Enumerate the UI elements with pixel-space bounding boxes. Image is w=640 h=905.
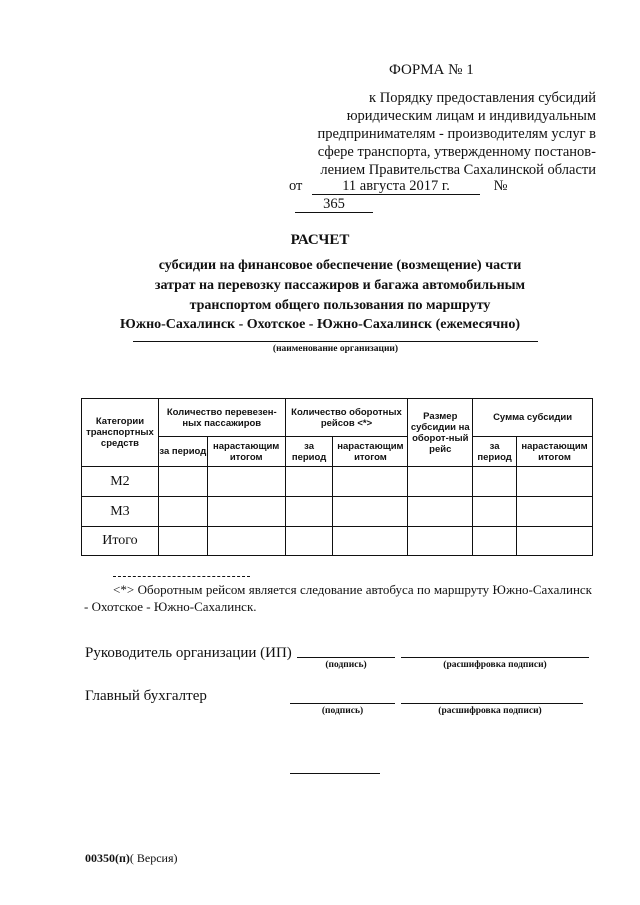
table-cell bbox=[207, 527, 285, 556]
table-cell bbox=[333, 497, 408, 527]
head-decode-caption: (расшифровка подписи) bbox=[443, 660, 547, 670]
organization-caption: (наименование организации) bbox=[272, 344, 399, 354]
row-total-label: Итого bbox=[82, 527, 159, 556]
subtitle-line-2: затрат на перевозку пассажиров и багажа автомобильным bbox=[154, 278, 526, 293]
table-row bbox=[82, 497, 593, 527]
version-label: ( Версия) bbox=[129, 851, 178, 865]
header-line-2: юридическим лицам и индивидуальным bbox=[346, 108, 596, 124]
date-prefix: от bbox=[289, 178, 303, 194]
form-number: ФОРМА № 1 bbox=[389, 62, 474, 78]
subheader-trips-cumulative: нарастающим итогом bbox=[333, 437, 408, 467]
subsidy-calculation-table bbox=[81, 398, 593, 556]
table-cell bbox=[207, 467, 285, 497]
table-cell bbox=[333, 527, 408, 556]
subheader-trips-period: за период bbox=[285, 437, 333, 467]
header-trips: Количество оборотных рейсов <*> bbox=[285, 399, 408, 437]
header-line-1: к Порядку предоставления субсидий bbox=[369, 90, 596, 106]
header-subsidy-sum: Сумма субсидии bbox=[473, 399, 593, 437]
subtitle-line-4: Южно-Сахалинск - Охотское - Южно-Сахалинск (ежемесячно) bbox=[119, 317, 520, 332]
header-line-3: предпринимателям - производителям услуг в bbox=[317, 126, 596, 142]
header-passengers: Количество перевезен-ных пассажиров bbox=[158, 399, 285, 437]
table-cell bbox=[517, 467, 593, 497]
subtitle-line-3: транспортом общего пользования по маршруту bbox=[189, 298, 491, 313]
table-row-total bbox=[82, 527, 593, 556]
footnote-text: <*> Оборотным рейсом является следование автобуса по маршруту Южно-Сахалинск - Охотское - Южно-Сахалинск. bbox=[84, 582, 592, 614]
version-number: 00350(п) bbox=[85, 851, 130, 865]
version-code bbox=[85, 851, 178, 866]
table-cell bbox=[158, 527, 207, 556]
date-value: 11 августа 2017 г. bbox=[312, 178, 480, 195]
row-category-label: М2 bbox=[82, 467, 159, 497]
head-decode-line bbox=[401, 657, 589, 658]
header-category: Категории транспортных средств bbox=[82, 399, 159, 467]
table-cell bbox=[207, 497, 285, 527]
table-cell bbox=[473, 467, 517, 497]
accountant-decode-line bbox=[401, 703, 583, 704]
table-cell bbox=[408, 527, 473, 556]
table-cell bbox=[158, 467, 207, 497]
bottom-signature-line bbox=[290, 773, 380, 774]
number-value: 365 bbox=[295, 196, 373, 213]
table-cell bbox=[473, 497, 517, 527]
table-cell bbox=[517, 527, 593, 556]
accountant-signature-line bbox=[290, 703, 395, 704]
table-cell bbox=[285, 467, 333, 497]
table-cell bbox=[408, 497, 473, 527]
row-category-label: М3 bbox=[82, 497, 159, 527]
accountant-signature-label: Главный бухгалтер bbox=[85, 688, 207, 704]
table-cell bbox=[285, 497, 333, 527]
table-cell bbox=[285, 527, 333, 556]
subheader-sum-cumulative: нарастающим итогом bbox=[517, 437, 593, 467]
table-cell bbox=[517, 497, 593, 527]
head-signature-caption: (подпись) bbox=[325, 660, 367, 670]
accountant-signature-caption: (подпись) bbox=[321, 706, 364, 716]
header-date-row bbox=[289, 177, 589, 213]
table-cell bbox=[158, 497, 207, 527]
subheader-passengers-period: за период bbox=[158, 437, 207, 467]
subtitle-line-1: субсидии на финансовое обеспечение (возмещение) части bbox=[158, 258, 522, 273]
accountant-decode-caption: (расшифровка подписи) bbox=[438, 706, 542, 716]
subheader-passengers-cumulative: нарастающим итогом bbox=[207, 437, 285, 467]
table-cell bbox=[473, 527, 517, 556]
header-subsidy-size: Размер субсидии на оборот-ный рейс bbox=[408, 399, 473, 467]
header-line-4: сфере транспорта, утвержденному постанов- bbox=[317, 144, 596, 160]
table-cell bbox=[333, 467, 408, 497]
header-line-5: лением Правительства Сахалинской области bbox=[320, 162, 596, 178]
table-row bbox=[82, 467, 593, 497]
number-sign: № bbox=[493, 178, 508, 194]
table-cell bbox=[408, 467, 473, 497]
document-title: РАСЧЕТ bbox=[290, 232, 350, 248]
footnote-separator bbox=[113, 576, 250, 577]
head-signature-line bbox=[297, 657, 395, 658]
organization-name-line bbox=[133, 341, 538, 342]
head-signature-label: Руководитель организации (ИП) bbox=[85, 645, 292, 661]
subheader-sum-period: за период bbox=[473, 437, 517, 467]
